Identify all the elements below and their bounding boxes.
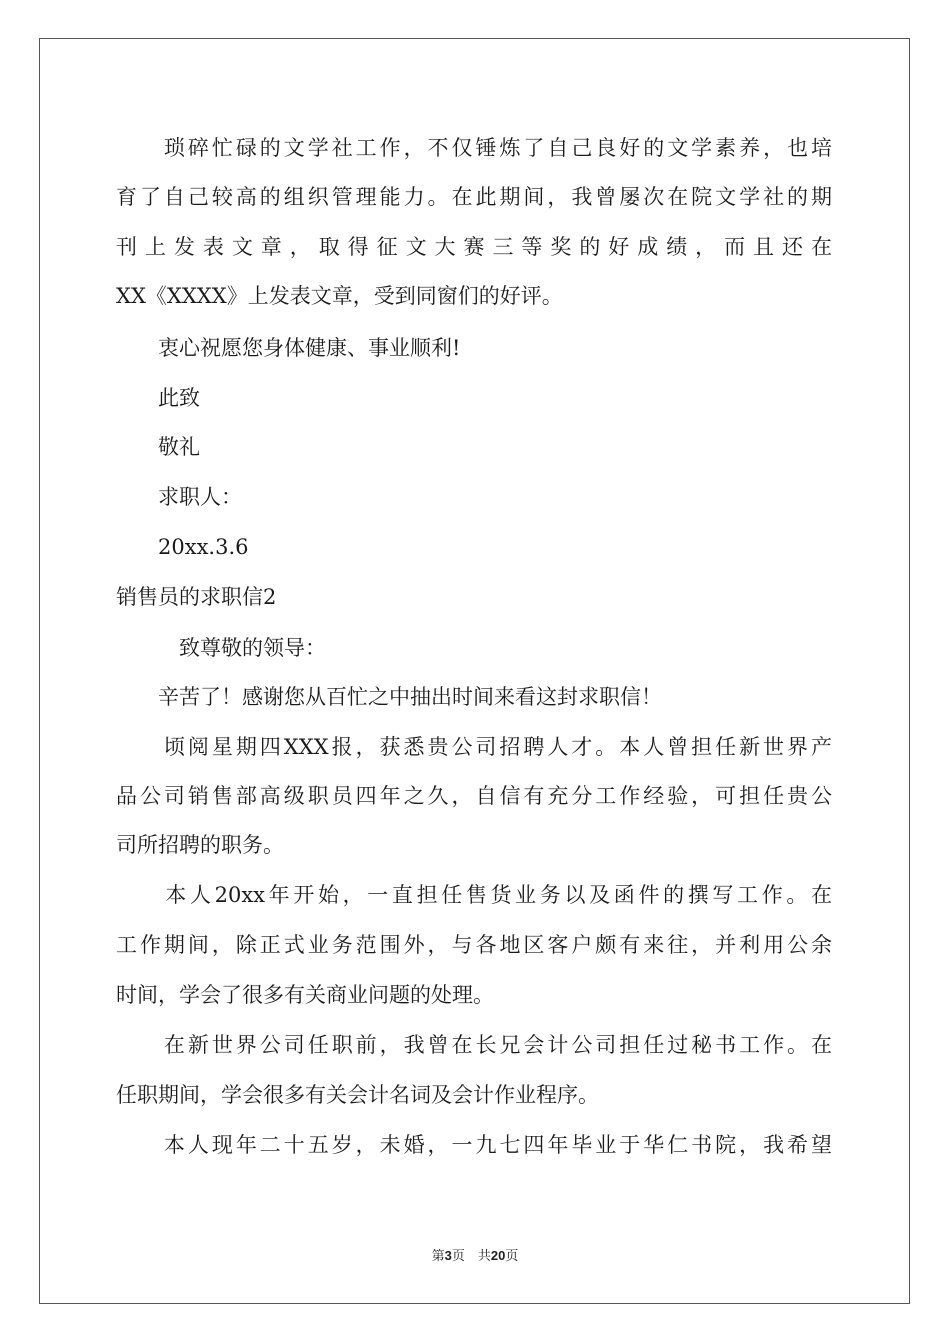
footer-total-pages: 20 — [490, 1248, 506, 1263]
salutation-cizhi: 此致 — [116, 386, 200, 410]
body-line-13: 任职期间，学会很多有关会计名词及会计作业程序。 — [116, 1083, 599, 1107]
footer-prefix: 第 — [431, 1249, 445, 1264]
page-border — [39, 38, 910, 1304]
body-line-6: 顷阅星期四XXX报，获悉贵公司招聘人才。本人曾担任新世界产 — [116, 735, 832, 759]
signature-date: 20xx.3.6 — [116, 535, 249, 559]
letter-greeting: 致尊敬的领导： — [116, 636, 326, 660]
body-line-8: 司所招聘的职务。 — [116, 833, 284, 857]
footer-mid: 页 共 — [451, 1249, 491, 1264]
body-line-14: 本人现年二十五岁，未婚，一九七四年毕业于华仁书院，我希望 — [116, 1133, 832, 1157]
body-line-4: XX《XXXX》上发表文章，受到同窗们的好评。 — [116, 284, 563, 308]
footer-suffix: 页 — [505, 1249, 519, 1264]
section-title: 销售员的求职信2 — [116, 585, 277, 609]
body-line-7: 品公司销售部高级职员四年之久，自信有充分工作经验，可担任贵公 — [116, 784, 832, 808]
body-line-9: 本人20xx年开始，一直担任售货业务以及函件的撰写工作。在 — [116, 883, 832, 907]
body-line-11: 时间，学会了很多有关商业问题的处理。 — [116, 983, 494, 1007]
page-footer — [0, 1247, 950, 1266]
body-line-12: 在新世界公司任职前，我曾在长兄会计公司担任过秘书工作。在 — [116, 1033, 832, 1057]
salutation-jingli: 敬礼 — [116, 435, 200, 459]
signature-applicant: 求职人： — [116, 485, 242, 509]
body-line-5: 辛苦了！感谢您从百忙之中抽出时间来看这封求职信！ — [116, 685, 662, 709]
body-line-2: 育了自己较高的组织管理能力。在此期间，我曾屡次在院文学社的期 — [116, 185, 832, 209]
body-line-3: 刊上发表文章，取得征文大赛三等奖的好成绩，而且还在 — [116, 235, 832, 259]
body-line-1: 琐碎忙碌的文学社工作，不仅锤炼了自己良好的文学素养，也培 — [116, 136, 832, 160]
footer-current-page: 3 — [444, 1248, 452, 1263]
body-line-10: 工作期间，除正式业务范围外，与各地区客户颇有来往，并利用公余 — [116, 933, 832, 957]
closing-wish: 衷心祝愿您身体健康、事业顺利! — [116, 336, 461, 360]
